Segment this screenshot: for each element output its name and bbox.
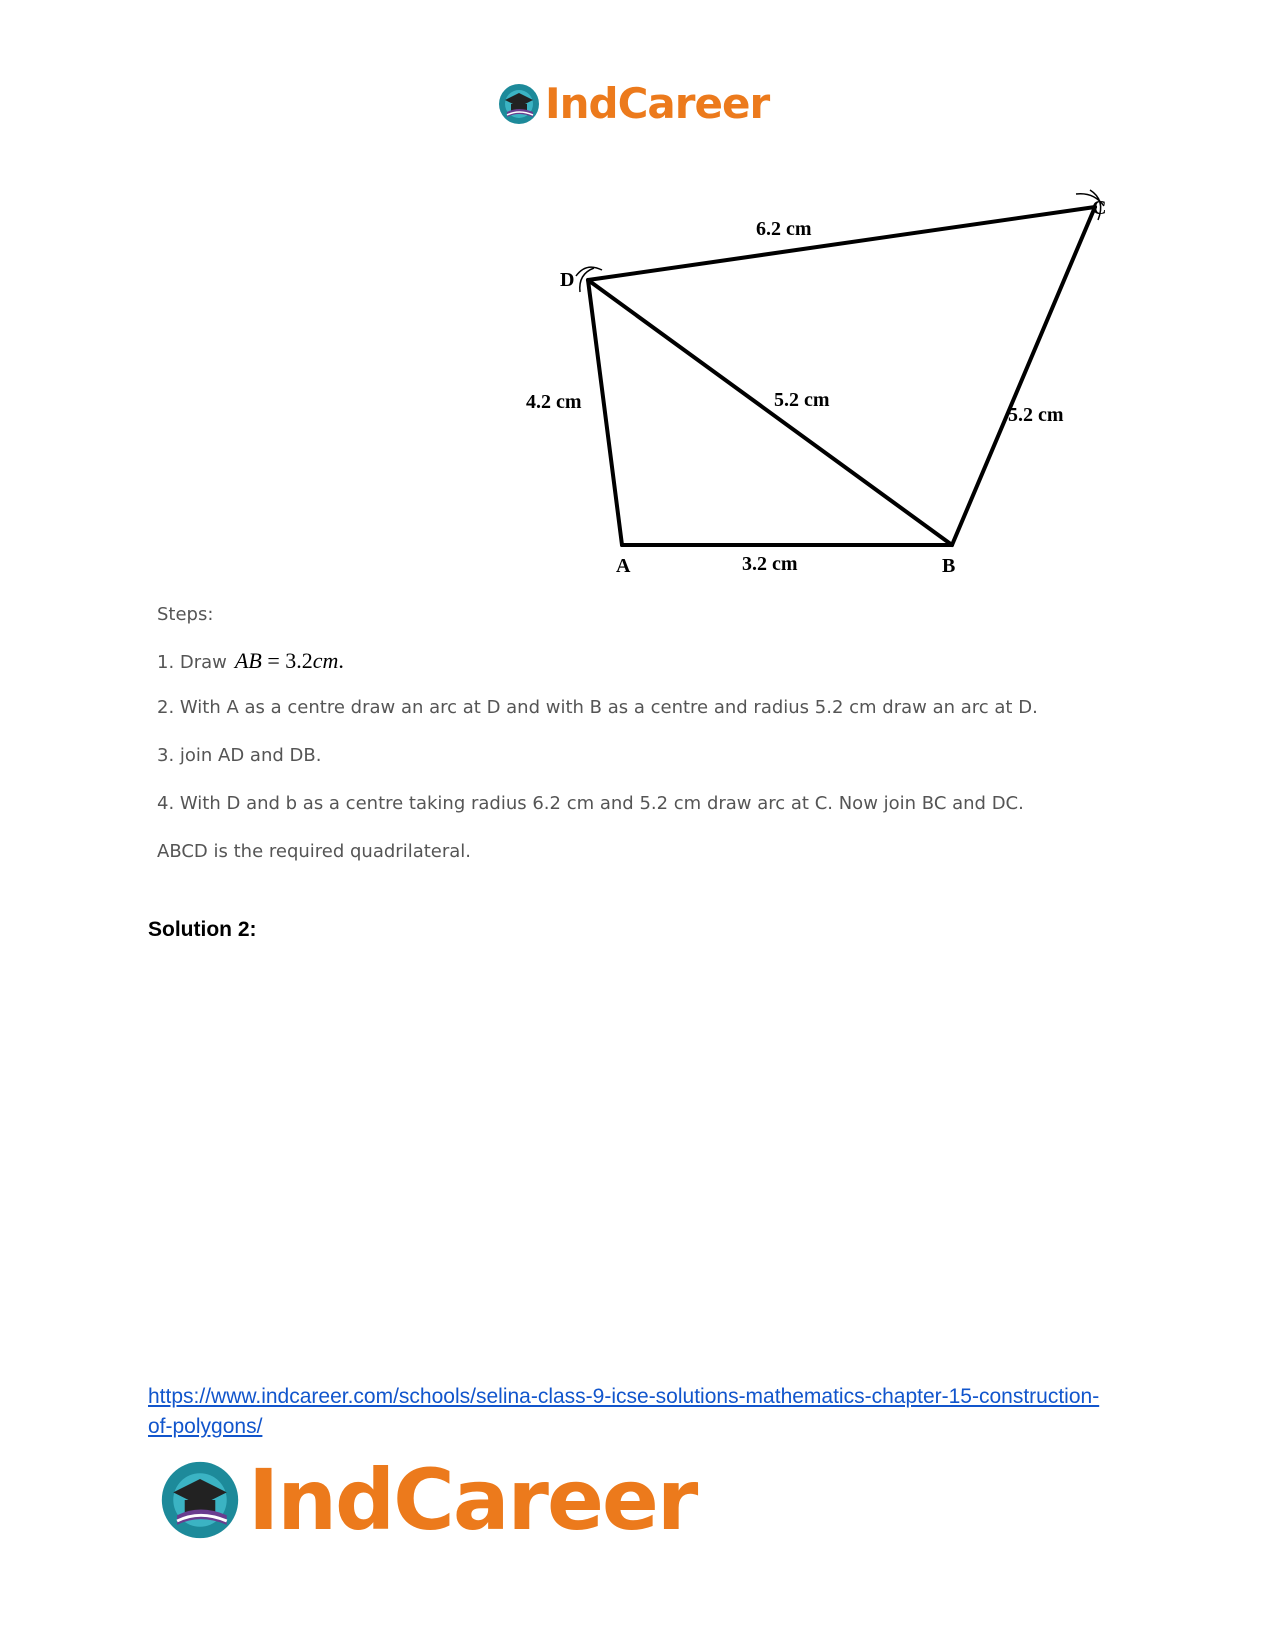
step-2: 2. With A as a centre draw an arc at D and with B as a centre and radius 5.2 cm draw an arc at D. — [157, 697, 1038, 718]
vertex-label-b: B — [942, 555, 956, 577]
side-dc — [588, 207, 1095, 280]
quadrilateral-figure — [520, 180, 1120, 590]
side-label-db: 5.2 cm — [774, 389, 830, 411]
graduation-cap-book-icon — [158, 1458, 242, 1542]
graduation-cap-book-icon — [497, 82, 541, 126]
step-4: 4. With D and b as a centre taking radius 6.2 cm and 5.2 cm draw arc at C. Now join BC and DC. — [157, 793, 1024, 814]
side-label-bc: 5.2 cm — [1008, 404, 1064, 426]
vertex-label-c: C — [1092, 197, 1107, 219]
side-label-ad: 4.2 cm — [526, 391, 582, 413]
conclusion: ABCD is the required quadrilateral. — [157, 841, 472, 862]
step-3: 3. join AD and DB. — [157, 745, 322, 766]
side-bc — [952, 207, 1095, 545]
footer-logo — [158, 1452, 696, 1548]
vertex-label-a: A — [616, 555, 631, 577]
vertex-label-d: D — [560, 269, 575, 291]
side-label-ab: 3.2 cm — [742, 553, 798, 575]
step-1-prefix: 1. Draw — [157, 652, 227, 673]
source-link[interactable]: https://www.indcareer.com/schools/selina-class-9-icse-solutions-mathematics-chapter-15-construction-of-polygons/ — [148, 1385, 1100, 1438]
side-label-dc: 6.2 cm — [756, 218, 812, 240]
side-ad — [588, 280, 622, 545]
step-1-math: AB = 3.2cm. — [234, 648, 344, 673]
logo-text: IndCareer — [545, 79, 770, 128]
steps-heading: Steps: — [157, 604, 214, 625]
logo-text: IndCareer — [248, 1451, 697, 1549]
solution-heading: Solution 2: — [148, 918, 257, 941]
header-logo — [497, 76, 769, 132]
step-1 — [157, 648, 344, 674]
side-db — [588, 280, 952, 545]
construction-arcs — [576, 190, 1107, 292]
